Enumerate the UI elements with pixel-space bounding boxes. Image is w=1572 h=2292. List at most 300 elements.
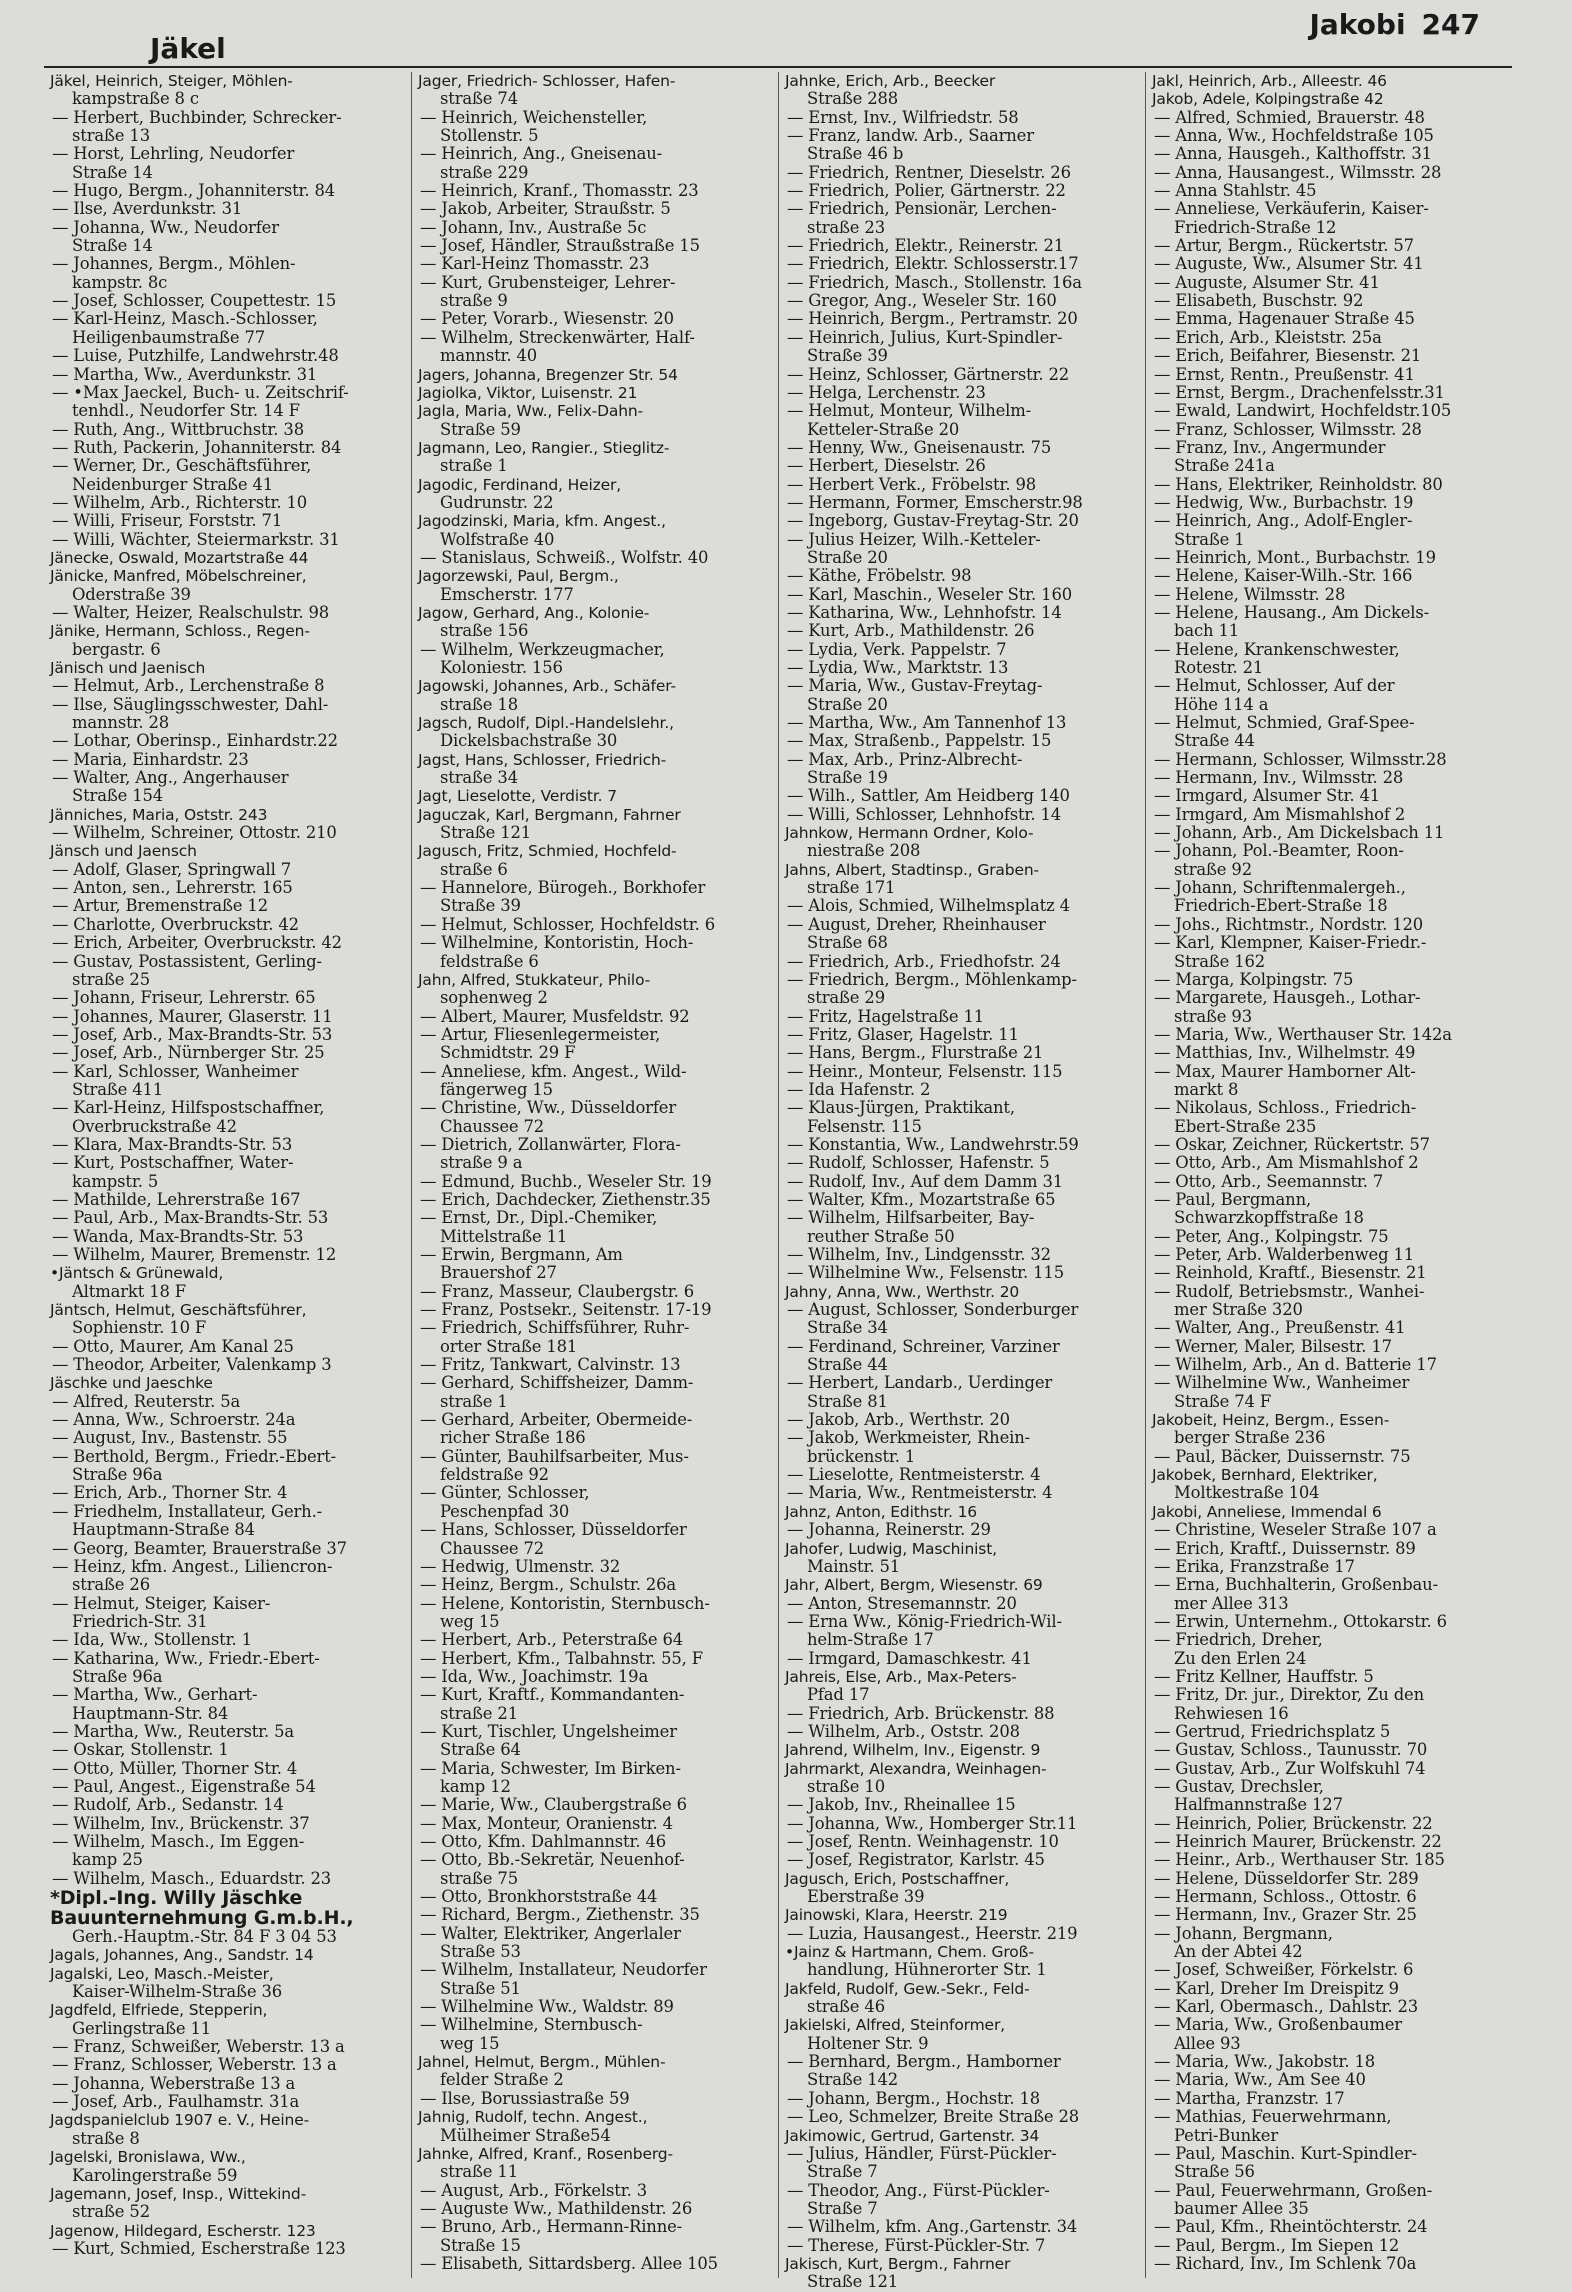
directory-sub-entry: — Ernst, Bergm., Drachenfelsstr.31 [1154,382,1445,402]
directory-entry-continuation: Sophienstr. 10 F [72,1318,207,1338]
directory-sub-entry: — Hans, Bergm., Flurstraße 21 [787,1043,1044,1063]
directory-sub-entry: — Walter, Ang., Preußenstr. 41 [1154,1318,1406,1338]
directory-sub-entry: — Friedrich, Elektr. Schlosserstr.17 [787,254,1079,274]
directory-entry: •Jäntsch & Grünewald, [50,1264,224,1283]
directory-sub-entry: — Anna, Hausgeh., Kalthoffstr. 31 [1154,144,1432,164]
directory-sub-entry: — Alois, Schmied, Wilhelmsplatz 4 [787,896,1070,916]
directory-entry-continuation: mannstr. 28 [72,713,170,733]
directory-sub-entry: — Maria, Ww., Werthauser Str. 142a [1154,1024,1452,1044]
directory-sub-entry: — Gustav, Postassistent, Gerling- [52,951,322,971]
directory-column-3 [778,72,1145,2292]
directory-entry-continuation: Straße 51 [440,1978,521,1998]
directory-sub-entry: — Fritz, Hagelstraße 11 [787,1006,985,1026]
directory-entry-continuation: straße 9 a [440,1153,523,1173]
directory-entry-continuation: mannstr. 40 [440,346,538,366]
directory-sub-entry: — Maria, Ww., Jakobstr. 18 [1154,2052,1376,2072]
directory-entry: Bauunternehmung G.m.b.H., [50,1907,354,1930]
directory-entry-continuation: richer Straße 186 [440,1428,586,1448]
directory-entry-continuation: Straße 14 [72,162,153,182]
directory-entry-continuation: Straße 81 [807,1391,888,1411]
directory-entry-continuation: kamp 12 [440,1776,511,1796]
directory-sub-entry: — Heinrich, Ang., Adolf-Engler- [1154,511,1413,531]
directory-sub-entry: — Martha, Ww., Am Tannenhof 13 [787,713,1067,733]
directory-sub-entry: — Karl, Dreher Im Dreispitz 9 [1154,1978,1399,1998]
directory-sub-entry: — August, Dreher, Rheinhauser [787,914,1046,934]
directory-sub-entry: — Mathias, Feuerwehrmann, [1154,2107,1392,2127]
directory-sub-entry: — Ilse, Säuglingsschwester, Dahl- [52,694,329,714]
directory-entry-continuation: Stollenstr. 5 [440,126,539,146]
directory-sub-entry: — Maria, Ww., Rentmeisterstr. 4 [787,1483,1053,1503]
directory-sub-entry: — Otto, Bb.-Sekretär, Neuenhof- [420,1850,685,1870]
directory-sub-entry: — Friedrich, Schiffsführer, Ruhr- [420,1318,690,1338]
directory-sub-entry: — Ruth, Ang., Wittbruchstr. 38 [52,419,304,439]
directory-entry: Jagusch, Erich, Postschaffner, [785,1869,1010,1888]
directory-sub-entry: — Otto, Arb., Seemannstr. 7 [1154,1171,1384,1191]
directory-sub-entry: — Hedwig, Ww., Burbachstr. 19 [1154,492,1414,512]
directory-entry: Jagodic, Ferdinand, Heizer, [418,475,622,494]
directory-entry-continuation: Allee 93 [1174,2033,1241,2053]
directory-entry-continuation: Halfmannstraße 127 [1174,1795,1343,1815]
directory-entry-continuation: Koloniestr. 156 [440,658,563,677]
directory-sub-entry: — Bruno, Arb., Hermann-Rinne- [420,2217,683,2237]
directory-entry-continuation: Rehwiesen 16 [1174,1703,1289,1723]
directory-sub-entry: — Johanna, Weberstraße 13 a [52,2073,296,2093]
directory-sub-entry: — Hermann, Inv., Grazer Str. 25 [1154,1905,1417,1925]
directory-entry: Jainowski, Klara, Heerstr. 219 [785,1906,1008,1925]
directory-sub-entry: — Helene, Düsseldorfer Str. 289 [1154,1868,1419,1888]
directory-sub-entry: — Herbert, Buchbinder, Schrecker- [52,107,342,127]
directory-entry: Jakisch, Kurt, Bergm., Fahrner [785,2254,1011,2273]
directory-sub-entry: — Georg, Beamter, Brauerstraße 37 [52,1538,347,1558]
directory-sub-entry: — Gustav, Arb., Zur Wolfskuhl 74 [1154,1758,1426,1778]
directory-entry-continuation: kampstr. 5 [72,1171,159,1191]
directory-sub-entry: — Johanna, Ww., Neudorfer [52,217,279,237]
directory-sub-entry: — Josef, Arb., Nürnberger Str. 25 [52,1043,325,1063]
directory-sub-entry: — Kurt, Grubensteiger, Lehrer- [420,272,676,292]
directory-entry-continuation: Dickelsbachstraße 30 [440,731,618,751]
directory-entry: Jäkel, Heinrich, Steiger, Möhlen- [50,72,293,90]
directory-sub-entry: — Stanislaus, Schweiß., Wolfstr. 40 [420,547,709,567]
directory-entry: Jakimowic, Gertrud, Gartenstr. 34 [785,2126,1040,2145]
directory-entry: Jahnke, Erich, Arb., Beecker [785,72,996,90]
directory-sub-entry: — Rudolf, Inv., Auf dem Damm 31 [787,1171,1064,1191]
directory-sub-entry: — Karl, Klempner, Kaiser-Friedr.- [1154,933,1427,953]
directory-sub-entry: — Anna, Hausangest., Wilmsstr. 28 [1154,162,1442,182]
directory-sub-entry: — Anna Stahlstr. 45 [1154,181,1317,201]
directory-entry-continuation: markt 8 [1174,1079,1239,1099]
directory-entry-continuation: fängerweg 15 [440,1079,553,1099]
directory-sub-entry: — Wilhelm, Streckenwärter, Half- [420,327,695,347]
directory-sub-entry: — Heinrich, Weichensteller, [420,107,648,127]
directory-sub-entry: — Max, Monteur, Oranienstr. 4 [420,1813,673,1833]
directory-entry-continuation: An der Abtei 42 [1174,1942,1303,1962]
directory-sub-entry: — Martha, Franzstr. 17 [1154,2088,1345,2108]
directory-sub-entry: — Kurt, Kraftf., Kommandanten- [420,1685,685,1705]
directory-entry-continuation: orter Straße 181 [440,1336,578,1356]
directory-sub-entry: — Bernhard, Bergm., Hamborner [787,2052,1061,2072]
directory-sub-entry: — Günter, Bauhilfsarbeiter, Mus- [420,1446,689,1466]
directory-sub-entry: — Helmut, Schmied, Graf-Spee- [1154,713,1415,733]
directory-sub-entry: — Hans, Elektriker, Reinholdstr. 80 [1154,474,1443,494]
directory-sub-entry: — Josef, Arb., Faulhamstr. 31a [52,2092,300,2112]
directory-sub-entry: — Karl-Heinz, Hilfspostschaffner, [52,1098,325,1118]
directory-entry-continuation: straße 29 [807,988,885,1008]
directory-sub-entry: — Irmgard, Damaschkestr. 41 [787,1648,1032,1668]
directory-sub-entry: — Josef, Händler, Straußstraße 15 [420,236,700,256]
directory-entry-continuation: berger Straße 236 [1174,1428,1326,1448]
directory-entry-continuation: Straße 44 [807,1355,888,1375]
directory-sub-entry: — Martha, Ww., Reuterstr. 5a [52,1721,295,1741]
directory-sub-entry: — Helene, Kaiser-Wilh.-Str. 166 [1154,566,1413,586]
directory-sub-entry: — Friedrich, Arb., Friedhofstr. 24 [787,951,1061,971]
directory-entry: Jänike, Hermann, Schloss., Regen- [50,622,310,641]
directory-sub-entry: — Berthold, Bergm., Friedr.-Ebert- [52,1446,337,1466]
directory-sub-entry: — Heinrich, Julius, Kurt-Spindler- [787,327,1063,347]
directory-sub-entry: — Elisabeth, Sittardsberg. Allee 105 [420,2253,718,2273]
directory-sub-entry: — Friedrich, Arb. Brückenstr. 88 [787,1703,1055,1723]
directory-entry-continuation: Hauptmann-Str. 84 [72,1703,229,1723]
directory-sub-entry: — Willi, Schlosser, Lehnhofstr. 14 [787,804,1061,824]
directory-entry-continuation: Ketteler-Straße 20 [807,419,960,439]
directory-sub-entry: — Friedhelm, Installateur, Gerh.- [52,1501,323,1521]
directory-entry-continuation: straße 34 [440,768,518,788]
directory-sub-entry: — Hermann, Schlosser, Wilmsstr.28 [1154,749,1447,769]
directory-sub-entry: — Otto, Arb., Am Mismahlshof 2 [1154,1153,1419,1173]
directory-entry-continuation: straße 6 [440,859,508,879]
directory-entry-continuation: Gudrunstr. 22 [440,492,554,512]
directory-sub-entry: — Fritz Kellner, Hauffstr. 5 [1154,1666,1374,1686]
directory-sub-entry: — Paul, Bäcker, Duissernstr. 75 [1154,1446,1411,1466]
directory-sub-entry: — Karl-Heinz, Masch.-Schlosser, [52,309,318,329]
directory-sub-entry: — Marga, Kolpingstr. 75 [1154,969,1354,989]
directory-entry: Jagalski, Leo, Masch.-Meister, [50,1964,274,1983]
directory-sub-entry: — Fritz, Dr. jur., Direktor, Zu den [1154,1685,1425,1705]
directory-sub-entry: — Ida, Ww., Stollenstr. 1 [52,1630,252,1650]
directory-entry: Jagdfeld, Elfriede, Stepperin, [50,2001,268,2020]
directory-sub-entry: — Friedrich, Dreher, [1154,1630,1323,1650]
directory-entry: Jahnkow, Hermann Ordner, Kolo- [785,824,1034,843]
directory-entry-continuation: straße 1 [440,456,508,476]
directory-sub-entry: — Gerhard, Arbeiter, Obermeide- [420,1410,693,1430]
directory-entry-continuation: weg 15 [440,1611,500,1631]
directory-sub-entry: — Otto, Bronkhorststraße 44 [420,1887,658,1907]
directory-entry: Jakob, Adele, Kolpingstraße 42 [1152,90,1384,109]
directory-entry-continuation: Ebert-Straße 235 [1174,1116,1317,1136]
directory-sub-entry: — Maria, Einhardstr. 23 [52,749,249,769]
directory-sub-entry: — Herbert Verk., Fröbelstr. 98 [787,474,1037,494]
directory-sub-entry: — Paul, Arb., Max-Brandts-Str. 53 [52,1208,329,1228]
directory-entry-continuation: Straße 154 [72,786,164,806]
directory-entry-continuation: Straße 96a [72,1666,163,1686]
directory-entry-continuation: Heiligenbaumstraße 77 [72,327,266,347]
directory-entry-continuation: straße 229 [440,162,529,182]
directory-sub-entry: — Günter, Schlosser, [420,1483,590,1503]
directory-entry-continuation: straße 13 [72,126,150,146]
directory-entry-continuation: helm-Straße 17 [807,1630,934,1650]
directory-sub-entry: — Auguste Ww., Mathildenstr. 26 [420,2198,693,2218]
directory-entry: Jänsch und Jaensch [50,842,197,861]
directory-sub-entry: — Max, Maurer Hamborner Alt- [1154,1061,1416,1081]
directory-sub-entry: — Franz, Inv., Angermunder [1154,437,1386,457]
directory-entry-continuation: Hauptmann-Straße 84 [72,1520,255,1540]
directory-entry-continuation: Altmarkt 18 F [72,1281,187,1301]
directory-sub-entry: — Erich, Dachdecker, Ziethenstr.35 [420,1189,711,1209]
directory-sub-entry: — Peter, Arb. Walderbenweg 11 [1154,1245,1415,1264]
directory-sub-entry: — August, Inv., Bastenstr. 55 [52,1428,288,1448]
directory-entry: Jager, Friedrich- Schlosser, Hafen- [418,72,676,90]
directory-sub-entry: — Wanda, Max-Brandts-Str. 53 [52,1226,304,1246]
directory-entry-continuation: Schwarzkopffstraße 18 [1174,1208,1364,1228]
directory-entry-continuation: Mittelstraße 11 [440,1226,568,1246]
directory-entry-continuation: Petri-Bunker [1174,2125,1279,2145]
directory-entry-continuation: Straße 20 [807,547,888,567]
directory-entry-continuation: Peschenpfad 30 [440,1501,570,1521]
directory-sub-entry: — Theodor, Ang., Fürst-Pückler- [787,2180,1050,2200]
directory-entry-continuation: Overbruckstraße 42 [72,1116,237,1136]
directory-sub-entry: — Fritz, Glaser, Hagelstr. 11 [787,1024,1019,1044]
directory-entry-continuation: kampstr. 8c [72,272,168,292]
directory-sub-entry: — Erwin, Bergmann, Am [420,1245,623,1264]
directory-entry-continuation: Straße 142 [807,2070,899,2090]
page-header-right [1309,8,1480,41]
directory-entry: Jahnke, Alfred, Kranf., Rosenberg- [418,2144,673,2163]
directory-entry-continuation: Straße 20 [807,694,888,714]
directory-sub-entry: — Hans, Schlosser, Düsseldorfer [420,1520,687,1540]
directory-sub-entry: — Wilhelmine, Kontoristin, Hoch- [420,933,694,953]
directory-entry: Jahrend, Wilhelm, Inv., Eigenstr. 9 [785,1741,1041,1760]
directory-entry-continuation: Straße 15 [440,2235,521,2255]
directory-sub-entry: — Wilhelmine Ww., Felsenstr. 115 [787,1263,1064,1283]
directory-sub-entry: — Paul, Angest., Eigenstraße 54 [52,1776,316,1796]
directory-sub-entry: — Helmut, Monteur, Wilhelm- [787,401,1032,421]
directory-sub-entry: — Friedrich, Rentner, Dieselstr. 26 [787,162,1071,182]
directory-sub-entry: — Anna, Ww., Schroerstr. 24a [52,1410,296,1430]
directory-entry-continuation: Mülheimer Straße54 [440,2125,611,2145]
directory-entry: Jahny, Anna, Ww., Werthstr. 20 [785,1282,1020,1301]
directory-entry-continuation: Friedrich-Str. 31 [72,1611,208,1631]
directory-entry: Jagla, Maria, Ww., Felix-Dahn- [418,402,643,421]
directory-sub-entry: — Maria, Ww., Am See 40 [1154,2070,1366,2090]
directory-entry-continuation: feldstraße 92 [440,1465,549,1485]
directory-sub-entry: — Wilhelm, Arb., Oststr. 208 [787,1721,1020,1741]
directory-sub-entry: — Josef, Arb., Max-Brandts-Str. 53 [52,1024,333,1044]
directory-sub-entry: — Wilhelmine, Sternbusch- [420,2015,643,2035]
directory-sub-entry: — August, Schlosser, Sonderburger [787,1300,1079,1320]
directory-sub-entry: — Willi, Friseur, Forststr. 71 [52,511,283,531]
directory-sub-entry: — Gregor, Ang., Weseler Str. 160 [787,291,1057,311]
directory-sub-entry: — Matthias, Inv., Wilhelmstr. 49 [1154,1043,1416,1063]
directory-sub-entry: — Auguste, Alsumer Str. 41 [1154,272,1380,292]
directory-sub-entry: — Lothar, Oberinsp., Einhardstr.22 [52,731,338,751]
directory-entry: Jagals, Johannes, Ang., Sandstr. 14 [50,1946,314,1965]
directory-entry-continuation: Straße 14 [72,236,153,256]
directory-sub-entry: — Ida, Ww., Joachimstr. 19a [420,1666,649,1686]
directory-sub-entry: — Adolf, Glaser, Springwall 7 [52,859,292,879]
directory-entry: Jagow, Gerhard, Ang., Kolonie- [418,603,650,622]
directory-entry-continuation: straße 18 [440,694,518,714]
directory-entry: Jagmann, Leo, Rangier., Stieglitz- [418,438,670,457]
directory-sub-entry: — Johann, Bergmann, [1154,1923,1333,1943]
directory-sub-entry: — Johanna, Ww., Homberger Str.11 [787,1813,1078,1833]
directory-sub-entry: — Anneliese, Verkäuferin, Kaiser- [1154,199,1429,219]
directory-sub-entry: — Helene, Kontoristin, Sternbusch- [420,1593,710,1613]
directory-entry: Jagodzinski, Maria, kfm. Angest., [418,512,666,531]
directory-column-4 [1145,72,1512,2278]
directory-column-2 [411,72,778,2278]
directory-sub-entry: — Wilhelm, Schreiner, Ottostr. 210 [52,823,337,843]
directory-sub-entry: — Lydia, Ww., Marktstr. 13 [787,658,1009,677]
directory-entry: Jahr, Albert, Bergm, Wiesenstr. 69 [785,1576,1043,1595]
directory-entry-continuation: Mainstr. 51 [807,1556,901,1576]
directory-entry: Jakl, Heinrich, Arb., Alleestr. 46 [1152,72,1387,90]
directory-entry-continuation: Brauershof 27 [440,1263,557,1283]
directory-sub-entry: — Johann, Bergm., Hochstr. 18 [787,2088,1041,2108]
directory-entry: Jagowski, Johannes, Arb., Schäfer- [418,677,676,696]
directory-column-1 [44,72,411,2278]
directory-sub-entry: — Erwin, Unternehm., Ottokarstr. 6 [1154,1611,1447,1631]
directory-sub-entry: — Jakob, Inv., Rheinallee 15 [787,1795,1016,1815]
directory-sub-entry: — Oskar, Zeichner, Rückertstr. 57 [1154,1134,1430,1154]
directory-entry-continuation: Zu den Erlen 24 [1174,1648,1307,1668]
directory-sub-entry: — Wilh., Sattler, Am Heidberg 140 [787,786,1070,806]
directory-entry-continuation: felder Straße 2 [440,2070,564,2090]
directory-sub-entry: — Paul, Bergmann, [1154,1189,1312,1209]
directory-sub-entry: — Artur, Bremenstraße 12 [52,896,268,916]
directory-sub-entry: — Heinrich, Mont., Burbachstr. 19 [1154,547,1436,567]
directory-sub-entry: — Lydia, Verk. Pappelstr. 7 [787,639,1007,659]
directory-sub-entry: — Gustav, Schloss., Taunusstr. 70 [1154,1740,1428,1760]
directory-sub-entry: — Charlotte, Overbruckstr. 42 [52,914,299,934]
directory-sub-entry: — Wilhelm, Inv., Brückenstr. 37 [52,1813,310,1833]
directory-sub-entry: — Max, Arb., Prinz-Albrecht- [787,749,1023,769]
directory-entry-continuation: feldstraße 6 [440,951,539,971]
directory-sub-entry: — Heinz, Bergm., Schulstr. 26a [420,1575,677,1595]
directory-entry-continuation: Chaussee 72 [440,1538,545,1558]
directory-sub-entry: — Kurt, Arb., Mathildenstr. 26 [787,621,1035,641]
directory-sub-entry: — Johanna, Reinerstr. 29 [787,1520,991,1540]
directory-sub-entry: — Heinz, kfm. Angest., Liliencron- [52,1556,333,1576]
directory-entry: Jagers, Johanna, Bregenzer Str. 54 [418,365,678,384]
directory-sub-entry: — Leo, Schmelzer, Breite Straße 28 [787,2107,1080,2127]
header-rule [44,66,1512,68]
directory-sub-entry: — Walter, Heizer, Realschulstr. 98 [52,602,330,622]
directory-entry: Jahnel, Helmut, Bergm., Mühlen- [418,2053,666,2072]
directory-entry-continuation: mer Straße 320 [1174,1300,1303,1320]
directory-entry-continuation: bach 11 [1174,621,1240,641]
directory-sub-entry: — Paul, Kfm., Rheintöchterstr. 24 [1154,2217,1428,2237]
directory-entry-continuation: Straße 96a [72,1465,163,1485]
directory-entry-continuation: straße 25 [72,969,150,989]
directory-sub-entry: — Ilse, Borussiastraße 59 [420,2088,630,2108]
directory-sub-entry: — Kurt, Schmied, Escherstraße 123 [52,2238,346,2258]
directory-sub-entry: — Heinr., Arb., Werthauser Str. 185 [1154,1850,1445,1870]
directory-sub-entry: — Christine, Ww., Düsseldorfer [420,1098,677,1118]
directory-entry-continuation: straße 171 [807,878,896,898]
directory-sub-entry: — Peter, Ang., Kolpingstr. 75 [1154,1226,1389,1246]
directory-sub-entry: — Otto, Müller, Thorner Str. 4 [52,1758,298,1778]
directory-entry: Jänicke, Manfred, Möbelschreiner, [50,567,307,586]
directory-sub-entry: — Heinrich, Polier, Brückenstr. 22 [1154,1813,1433,1833]
directory-entry-continuation: Wolfstraße 40 [440,529,555,549]
directory-sub-entry: — Walter, Elektriker, Angerlaler [420,1923,681,1943]
directory-sub-entry: — Edmund, Buchb., Weseler Str. 19 [420,1171,712,1191]
directory-sub-entry: — Friedrich, Pensionär, Lerchen- [787,199,1057,219]
directory-sub-entry: — Ilse, Averdunkstr. 31 [52,199,243,219]
directory-sub-entry: — Elisabeth, Buschstr. 92 [1154,291,1364,311]
directory-sub-entry: — Erich, Kraftf., Duissernstr. 89 [1154,1538,1416,1558]
directory-sub-entry: — Jakob, Werkmeister, Rhein- [787,1428,1031,1448]
directory-sub-entry: — Friedrich, Masch., Stollenstr. 16a [787,272,1082,292]
directory-entry-continuation: *Dipl.-Ing. Willy Jäschke [50,1887,303,1910]
directory-sub-entry: — Ruth, Packerin, Johanniterstr. 84 [52,437,342,457]
directory-entry-continuation: Straße 1 [1174,529,1245,549]
directory-entry: Jaguczak, Karl, Bergmann, Fahrner [418,805,681,824]
directory-sub-entry: — Josef, Schlosser, Coupettestr. 15 [52,291,337,311]
directory-entry-continuation: Straße 53 [440,1942,521,1962]
directory-sub-entry: — Helmut, Schlosser, Hochfeldstr. 6 [420,914,716,934]
directory-entry-continuation: Straße 56 [1174,2162,1255,2182]
directory-sub-entry: — Helmut, Steiger, Kaiser- [52,1593,271,1613]
directory-sub-entry: — Dietrich, Zollanwärter, Flora- [420,1134,681,1154]
directory-sub-entry: — Irmgard, Alsumer Str. 41 [1154,786,1381,806]
directory-sub-entry: — Jakob, Arb., Werthstr. 20 [787,1410,1010,1430]
directory-sub-entry: — Ferdinand, Schreiner, Varziner [787,1336,1060,1356]
directory-sub-entry: — Erich, Beifahrer, Biesenstr. 21 [1154,346,1422,366]
directory-entry-continuation: bergastr. 6 [72,639,161,659]
directory-sub-entry: — Ewald, Landwirt, Hochfeldstr.105 [1154,401,1452,421]
directory-sub-entry: — Friedrich, Polier, Gärtnerstr. 22 [787,181,1066,201]
directory-entry: Jakobi, Anneliese, Immendal 6 [1152,1502,1382,1521]
directory-sub-entry: — Hannelore, Bürogeh., Borkhofer [420,878,706,898]
directory-entry-continuation: baumer Allee 35 [1174,2198,1309,2218]
directory-sub-entry: — Wilhelm, Hilfsarbeiter, Bay- [787,1208,1035,1228]
directory-sub-entry: — Artur, Bergm., Rückertstr. 57 [1154,236,1414,256]
directory-sub-entry: — Johann, Friseur, Lehrerstr. 65 [52,988,316,1008]
directory-sub-entry: — Helene, Krankenschwester, [1154,639,1400,659]
directory-entry: Jäntsch, Helmut, Geschäftsführer, [50,1301,307,1320]
directory-sub-entry: — Horst, Lehrling, Neudorfer [52,144,295,164]
directory-sub-entry: — Hermann, Inv., Wilmsstr. 28 [1154,768,1404,788]
directory-sub-entry: — Franz, Schweißer, Weberstr. 13 a [52,2037,345,2057]
directory-entry-continuation: Karolingerstraße 59 [72,2165,238,2185]
directory-entry-continuation: Straße 64 [440,1740,521,1760]
directory-sub-entry: — Otto, Kfm. Dahlmannstr. 46 [420,1832,667,1851]
directory-sub-entry: — Walter, Ang., Angerhauser [52,768,289,788]
directory-entry-continuation: straße 52 [72,2202,150,2222]
directory-sub-entry: — Emma, Hagenauer Straße 45 [1154,309,1415,329]
directory-entry: Jänisch und Jaenisch [50,659,206,677]
directory-sub-entry: — Konstantia, Ww., Landwehrstr.59 [787,1134,1079,1154]
directory-sub-entry: — Johann, Pol.-Beamter, Roon- [1154,841,1404,861]
directory-entry-continuation: Höhe 114 a [1174,694,1269,714]
directory-entry-continuation: Straße 68 [807,933,888,953]
directory-sub-entry: — Wilhelm, Installateur, Neudorfer [420,1960,707,1980]
directory-sub-entry: — Herbert, Landarb., Uerdinger [787,1373,1053,1393]
directory-sub-entry: — Peter, Vorarb., Wiesenstr. 20 [420,309,674,329]
directory-sub-entry: — Ernst, Inv., Wilfriedstr. 58 [787,107,1019,127]
directory-entry-continuation: straße 75 [440,1868,518,1888]
directory-sub-entry: — Rudolf, Arb., Sedanstr. 14 [52,1795,284,1815]
directory-sub-entry: — Franz, Postsekr., Seitenstr. 17-19 [420,1300,712,1320]
directory-sub-entry: — Willi, Wächter, Steiermarkstr. 31 [52,529,340,549]
directory-sub-entry: — Josef, Schweißer, Förkelstr. 6 [1154,1960,1414,1980]
directory-sub-entry: — Paul, Bergm., Im Siepen 12 [1154,2235,1400,2255]
directory-sub-entry: — Wilhelm, Maurer, Bremenstr. 12 [52,1245,337,1264]
directory-sub-entry: — Helmut, Arb., Lerchenstraße 8 [52,676,325,696]
directory-entry-continuation: mer Allee 313 [1174,1593,1289,1613]
directory-sub-entry: — Gertrud, Friedrichsplatz 5 [1154,1721,1391,1741]
directory-entry-continuation: Pfad 17 [807,1685,870,1705]
